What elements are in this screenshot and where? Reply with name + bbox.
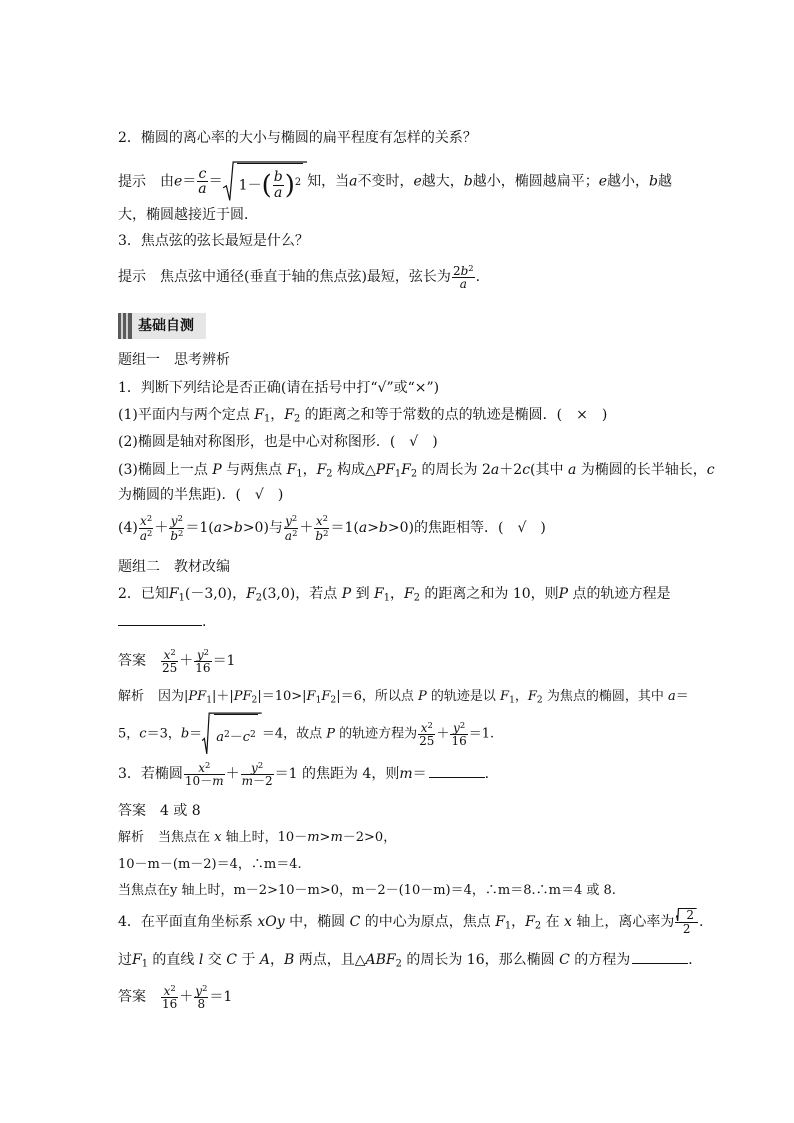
statement-3-answer: ( √ ) — [235, 487, 284, 503]
fraction-b-over-a: $\frac{b}{a}$ — [273, 169, 283, 201]
group-1-question-1: 1．判断下列结论是否正确(请在括号中打“√”或“×”) — [118, 380, 440, 396]
statement-3-line2: 为椭圆的半焦距)．( √ ) — [118, 487, 284, 503]
statement-3: (3)椭圆上一点 P 与两焦点 $F_1$，$F_2$ 构成$\triangle PF_1F_2$ 的周长为 2a＋2c(其中 a 为椭圆的长半轴长，c — [118, 462, 715, 480]
statement-1: (1)平面内与两个定点 $F_1$，$F_2$ 的距离之和等于常数的点的轨迹是椭圆．( × ) — [118, 407, 608, 425]
question-4-answer: 答案 $\frac{x^2}{16}$ ＋ $\frac{y^2}{8}$ ＝1 — [118, 982, 233, 1011]
question-2-hint: 提示 由e＝ $\frac{c}{a}$ ＝ 1－( $\frac{b}{a}$ )$^2$ 知，当a不变时，e越大，b越小，椭圆越扁平；e越小，b越 — [118, 161, 672, 202]
question-2-analysis: 解析 因为$|PF_1|+|PF_2|=10>|F_1F_2|=6$，所以点 P 的轨迹是以 $F_1$，$F_2$ 为焦点的椭圆，其中 a＝ — [118, 689, 689, 706]
question-3-analysis: 解析 当焦点在 x 轴上时，10－m>m－2>0， — [118, 830, 397, 845]
question-3-answer-value: 4 或 8 — [160, 803, 201, 819]
fraction-c-over-a: $\frac{c}{a}$ — [198, 165, 207, 198]
question-3-title: 3．焦点弦的弦长最短是什么？ — [118, 233, 309, 249]
question-2-title: 2．椭圆的离心率的大小与椭圆的扁平程度有怎样的关系？ — [118, 130, 477, 146]
section-marker-icon — [118, 313, 132, 339]
group-2-heading: 题组二 教材改编 — [118, 559, 230, 575]
answer-blank[interactable] — [118, 625, 202, 626]
question-4: 4．在平面直角坐标系 xOy 中，椭圆 C 的中心为原点，焦点 $F_1$，$F_2$ 在 x 轴上，离心率为 $\frac{2}{2}$ . — [118, 908, 704, 936]
question-3: 3．若椭圆 $\frac{x^2}{10-m}$ ＋ $\frac{y^2}{m-2}$ ＝1 的焦距为 4，则m＝ . — [118, 759, 490, 788]
statement-1-answer: ( × ) — [556, 407, 608, 423]
question-2-blank-line: . — [118, 612, 206, 632]
statement-4-answer: ( √ ) — [498, 520, 546, 536]
question-3-hint: 提示 焦点弦中通径(垂直于轴的焦点弦)最短，弦长为 $\frac{2b^2}{a}$ . — [118, 262, 481, 291]
section-title: 基础自测 — [138, 318, 194, 334]
answer-blank[interactable] — [429, 777, 485, 778]
question-4-line2: 过$F_1$ 的直线 l 交 C 于 A，B 两点，且$\triangle ABF_2$ 的周长为 16，那么椭圆 C 的方程为 ． — [118, 952, 703, 970]
sqrt-expression: 1－( $\frac{b}{a}$ )$^2$ — [223, 161, 307, 202]
analysis-label: 解析 — [118, 689, 145, 704]
hint-label: 提示 — [118, 173, 146, 190]
answer-blank[interactable] — [632, 963, 688, 964]
answer-label: 答案 — [118, 653, 146, 669]
question-3-answer: 答案 4 或 8 — [118, 803, 201, 819]
statement-4: (4) $\frac{x^2}{a^2}$ ＋ $\frac{y^2}{b^2}$ ＝1(a>b>0)与 $\frac{y^2}{a^2}$ ＋ $\frac{x^2}{b^2}$ ＝1(a>b>0)的焦距相等．( √ ) — [118, 513, 546, 543]
question-2-analysis-line2: 5，c＝3，b＝ $a^2-c^2 =4$，故点 P 的轨迹方程为 $\frac{x^2}{25}$ ＋ $\frac{y^2}{16}$ ＝1. — [118, 712, 494, 756]
question-3-analysis-line2: 10－m－(m－2)＝4，∴m＝4. — [118, 857, 302, 872]
section-header — [118, 313, 206, 339]
statement-2: (2)椭圆是轴对称图形，也是中心对称图形．( √ ) — [118, 434, 438, 450]
question-3-analysis-line3: 当焦点在y 轴上时，m－2>10－m>0，m－2－(10－m)＝4，∴m＝8.∴m＝4 或 8. — [118, 883, 616, 898]
question-2-hint-line2: 大，椭圆越接近于圆． — [118, 207, 258, 223]
statement-2-answer: ( √ ) — [389, 434, 438, 450]
group-1-heading: 题组一 思考辨析 — [118, 352, 230, 368]
fraction-2b2-over-a: $\frac{2b^2}{a}$ — [452, 262, 474, 291]
question-2-answer: 答案 $\frac{x^2}{25}$ ＋ $\frac{y^2}{16}$ ＝1 — [118, 646, 236, 675]
question-2: 2．已知$F_1(-3,0)$，$F_2(3,0)$，若点 P 到 $F_1$，$F_2$ 的距离之和为 10，则P 点的轨迹方程是 — [118, 586, 671, 604]
